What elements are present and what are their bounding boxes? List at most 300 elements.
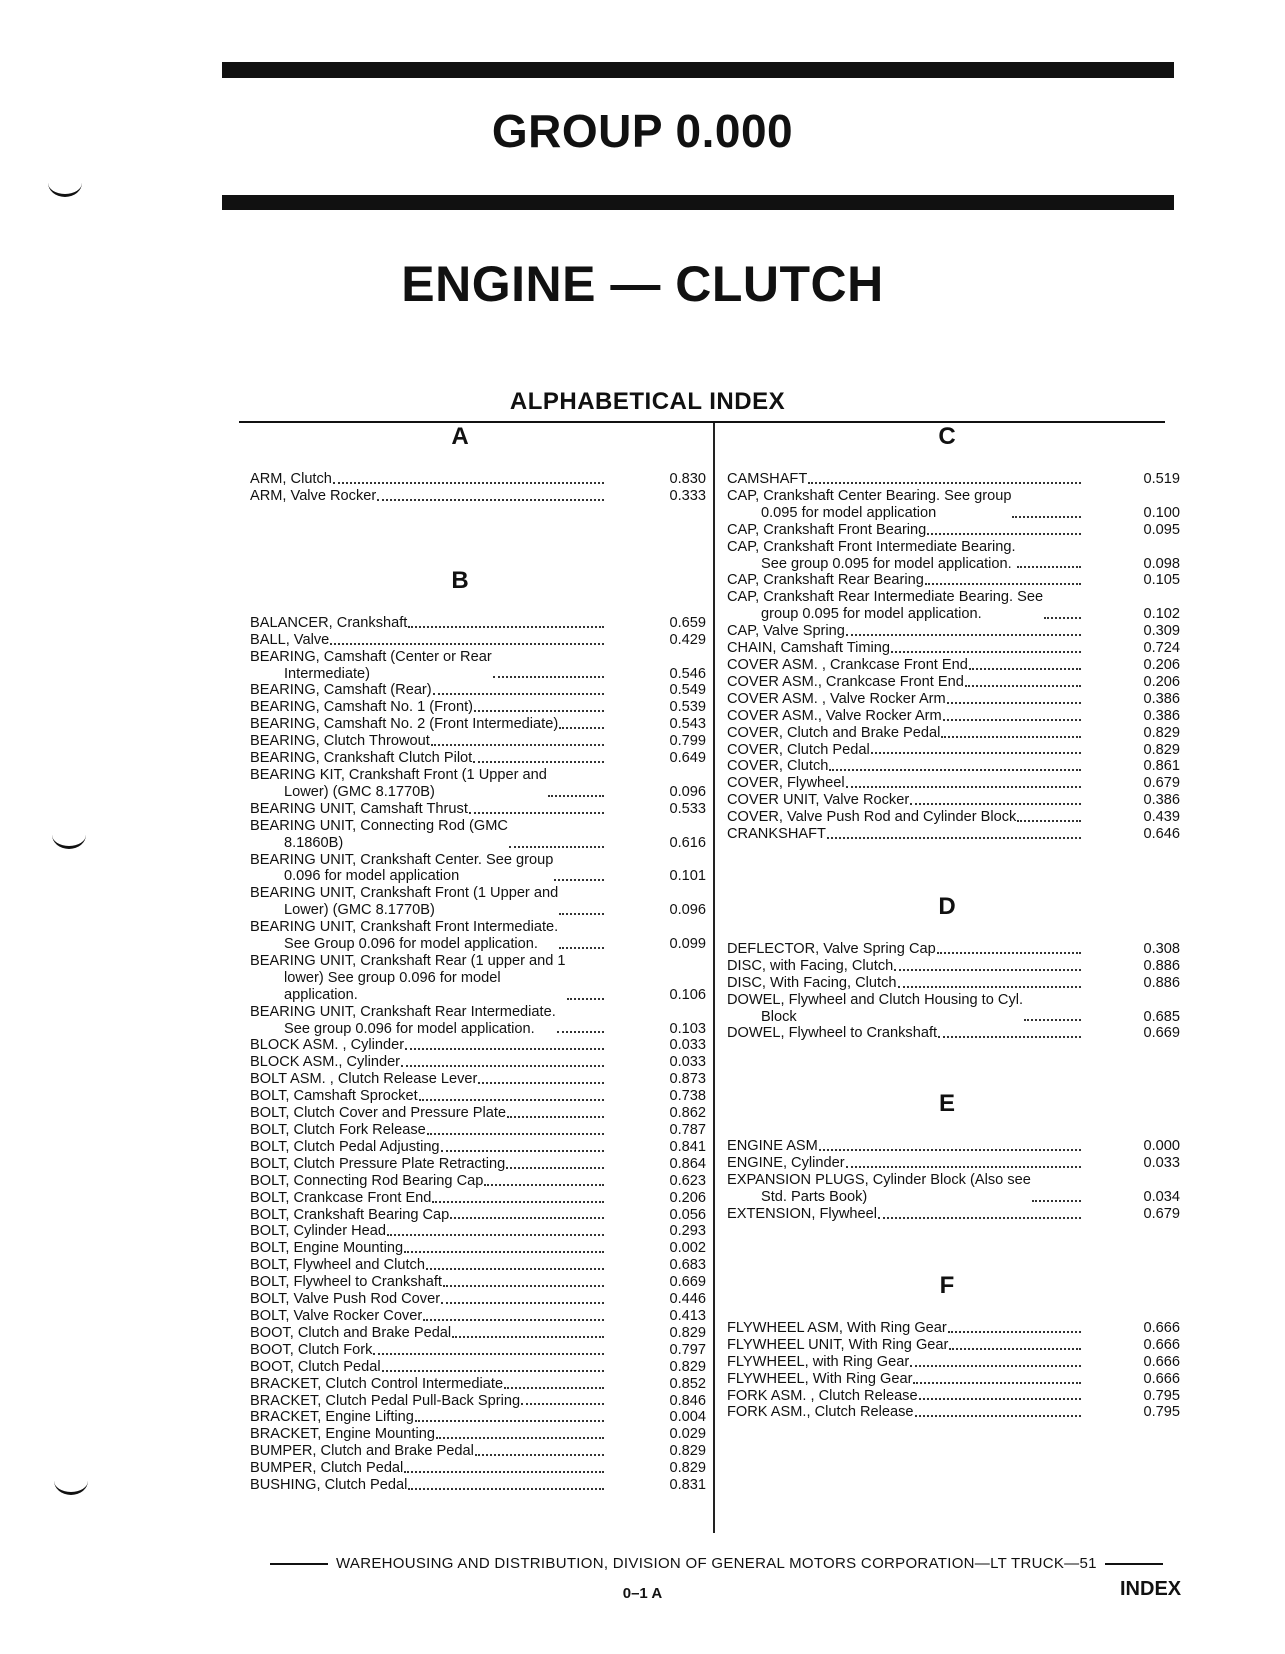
entry-line: BRACKET, Clutch Control Intermediate (250, 1375, 504, 1392)
index-entry (250, 1122, 706, 1139)
entry-text (727, 1354, 1083, 1371)
entry-lines (250, 1308, 422, 1325)
entry-lines (250, 1443, 474, 1460)
entry-lines (250, 852, 553, 886)
entry-lines (250, 801, 468, 818)
footer-text: WAREHOUSING AND DISTRIBUTION, DIVISION OF GENERAL MOTORS CORPORATION—LT TRUCK—51 (336, 1555, 1097, 1572)
entry-lines (727, 792, 909, 809)
entry-text (727, 1320, 1083, 1337)
entry-line: application. (284, 986, 358, 1003)
index-entry (250, 1342, 706, 1359)
entry-text (250, 699, 606, 716)
entry-text (727, 1404, 1083, 1421)
dot-leader (941, 736, 1081, 738)
dot-leader (559, 727, 604, 729)
entry-text (250, 1409, 606, 1426)
group-title: GROUP 0.000 (491, 105, 794, 157)
dot-leader (1032, 1200, 1081, 1202)
entry-lines (250, 1105, 506, 1122)
entry-text (250, 1325, 606, 1342)
index-entry (727, 992, 1180, 1026)
dot-leader (419, 1099, 604, 1101)
column-divider (713, 423, 715, 1533)
entry-page-ref: 0.033 (669, 1054, 706, 1071)
entry-line: BEARING UNIT, Crankshaft Rear Intermediate. (250, 1003, 556, 1020)
index-entry (727, 1206, 1180, 1223)
entry-line: BOOT, Clutch Pedal (250, 1358, 381, 1375)
entry-text (250, 488, 606, 505)
entry-lines (727, 1404, 914, 1421)
entry-text (727, 708, 1083, 725)
entry-page-ref: 0.831 (669, 1477, 706, 1494)
index-entry (250, 1139, 706, 1156)
entry-line: BEARING, Camshaft (Center or Rear (250, 648, 492, 665)
binder-hole-mark (48, 180, 82, 197)
entry-page-ref: 0.795 (1143, 1387, 1180, 1404)
dot-leader (808, 482, 1081, 484)
dot-leader (938, 1036, 1081, 1038)
index-entry (250, 1223, 706, 1240)
entry-text (250, 1190, 606, 1207)
entry-line: BEARING UNIT, Crankshaft Center. See group (250, 851, 554, 868)
entry-page-ref: 0.103 (669, 1020, 706, 1037)
dot-leader (927, 533, 1081, 535)
entry-page-ref: 0.724 (1143, 640, 1180, 657)
dot-leader (819, 1149, 1081, 1151)
entry-lines (250, 1240, 403, 1257)
index-entry (727, 1388, 1180, 1405)
dot-leader (475, 1454, 604, 1456)
index-entry (727, 539, 1180, 573)
page-title: ENGINE — CLUTCH (401, 256, 884, 312)
entry-page-ref: 0.100 (1143, 504, 1180, 521)
entry-lines (250, 1190, 431, 1207)
entry-page-ref: 0.386 (1143, 792, 1180, 809)
entry-lines (727, 539, 1016, 573)
entry-line: EXTENSION, Flywheel (727, 1206, 878, 1222)
dot-leader (925, 583, 1081, 585)
entry-page-ref: 0.099 (669, 936, 706, 953)
entry-page-ref: 0.679 (1143, 1206, 1180, 1222)
index-entry (250, 852, 706, 886)
dot-leader (473, 761, 604, 763)
entry-lines (250, 1054, 400, 1071)
entry-line: Lower) (GMC 8.1770B) (284, 783, 435, 800)
entry-lines (727, 1337, 948, 1354)
entry-text (250, 682, 606, 699)
index-entry (727, 1155, 1180, 1172)
entry-page-ref: 0.096 (669, 783, 706, 800)
entry-line: BEARING UNIT, Camshaft Thrust (250, 800, 468, 817)
entry-line: BEARING UNIT, Crankshaft Front Intermediate. (250, 919, 559, 936)
entry-page-ref: 0.787 (669, 1122, 706, 1138)
index-entry (727, 674, 1180, 691)
entry-line: BALANCER, Crankshaft (250, 614, 408, 631)
entry-line: CAP, Crankshaft Front Intermediate Bearing. (727, 538, 1016, 555)
entry-text (250, 1207, 606, 1224)
entry-line: ARM, Clutch (250, 471, 332, 487)
dot-leader (548, 795, 604, 797)
entry-page-ref: 0.666 (1143, 1319, 1180, 1336)
entry-text (250, 632, 606, 649)
entry-page-ref: 0.795 (1143, 1404, 1180, 1421)
entry-line: 0.095 for model application (761, 504, 937, 521)
entry-line: COVER ASM. , Valve Rocker Arm (727, 690, 946, 707)
entry-page-ref: 0.864 (669, 1155, 706, 1172)
index-entry (250, 1359, 706, 1376)
entry-page-ref: 0.543 (669, 716, 706, 733)
entry-page-ref: 0.841 (669, 1138, 706, 1155)
entry-page-ref: 0.829 (1143, 741, 1180, 758)
index-entry (727, 725, 1180, 742)
entry-page-ref: 0.649 (669, 750, 706, 767)
index-entry (727, 742, 1180, 759)
index-entry (250, 919, 706, 953)
entry-lines (250, 488, 376, 505)
entry-page-ref: 0.413 (669, 1307, 706, 1324)
dot-leader (509, 846, 604, 848)
entry-line: CAP, Crankshaft Rear Bearing (727, 572, 924, 589)
entry-page-ref: 0.105 (1143, 572, 1180, 589)
entry-line: CAP, Crankshaft Center Bearing. See group (727, 487, 1012, 504)
entry-lines (250, 818, 508, 852)
dot-leader (506, 1167, 604, 1169)
entry-text (727, 691, 1083, 708)
entry-lines (250, 1122, 426, 1139)
entry-text (727, 742, 1083, 759)
entry-line: ENGINE ASM (727, 1138, 818, 1155)
entry-line: BUSHING, Clutch Pedal (250, 1477, 408, 1494)
entry-lines (727, 1025, 937, 1042)
entry-line: Intermediate) (284, 665, 370, 682)
entry-text (727, 992, 1083, 1026)
entry-line: CAP, Valve Spring (727, 623, 845, 640)
dot-leader (426, 1268, 604, 1270)
index-entry (250, 1426, 706, 1443)
entry-line: See group 0.095 for model application. (761, 555, 1012, 572)
entry-text (250, 801, 606, 818)
section-letter: E (938, 1090, 955, 1118)
entry-lines (727, 958, 893, 975)
entry-page-ref: 0.206 (1143, 656, 1180, 673)
index-entry (250, 1376, 706, 1393)
entry-text (727, 1155, 1083, 1172)
entry-line: BOLT, Valve Push Rod Cover (250, 1291, 441, 1308)
top-rule (222, 62, 1174, 78)
entry-line: BOLT, Crankcase Front End (250, 1189, 432, 1206)
dot-leader (401, 1065, 604, 1067)
entry-lines (727, 640, 890, 657)
entry-line: BOLT, Cylinder Head (250, 1223, 386, 1240)
index-entry (727, 1138, 1180, 1155)
entry-line: BOOT, Clutch Fork (250, 1341, 373, 1358)
section-letter: C (938, 423, 956, 450)
index-entry (250, 1325, 706, 1342)
entry-page-ref: 0.308 (1143, 940, 1180, 957)
entry-text (250, 919, 606, 953)
entry-text (727, 640, 1083, 657)
entry-lines (250, 953, 566, 1004)
dot-leader (433, 693, 604, 695)
dot-leader (478, 1082, 604, 1084)
entry-page-ref: 0.669 (1143, 1025, 1180, 1042)
entry-text (250, 953, 606, 1004)
entry-text (727, 1025, 1083, 1042)
dot-leader (405, 1048, 604, 1050)
dot-leader (1024, 1019, 1081, 1021)
entry-lines (727, 1354, 909, 1371)
entry-page-ref: 0.886 (1143, 957, 1180, 974)
entry-text (727, 1371, 1083, 1388)
entry-lines (727, 623, 845, 640)
entry-line: BOLT, Crankshaft Bearing Cap (250, 1206, 450, 1223)
entry-page-ref: 0.829 (669, 1358, 706, 1375)
entry-text (727, 1172, 1083, 1206)
entry-lines (727, 488, 1011, 522)
entry-text (250, 885, 606, 919)
index-label: INDEX (1120, 1578, 1182, 1600)
dot-leader (443, 1285, 604, 1287)
dot-leader (846, 786, 1081, 788)
binder-hole-mark (54, 1478, 88, 1495)
entry-text (250, 1376, 606, 1393)
entry-lines (250, 1139, 440, 1156)
entry-line: BEARING, Camshaft No. 2 (Front Intermediate) (250, 716, 559, 733)
entry-line: BOLT, Camshaft Sprocket (250, 1088, 418, 1105)
index-entry (727, 975, 1180, 992)
entry-text (727, 1138, 1083, 1155)
index-entry (250, 488, 706, 505)
entry-line: BOOT, Clutch and Brake Pedal (250, 1324, 452, 1341)
entry-lines (727, 1138, 818, 1155)
dot-leader (408, 626, 604, 628)
index-entry (727, 488, 1180, 522)
entry-page-ref: 0.000 (1143, 1138, 1180, 1155)
dot-leader (377, 499, 604, 501)
entry-line: CRANKSHAFT (727, 826, 826, 843)
entry-page-ref: 0.446 (669, 1291, 706, 1308)
entry-page-ref: 0.666 (1143, 1370, 1180, 1387)
index-entry (250, 1173, 706, 1190)
index-entry (727, 1404, 1180, 1421)
entry-text (727, 657, 1083, 674)
dot-leader (949, 1348, 1081, 1350)
index-entry (250, 1409, 706, 1426)
index-entry (727, 471, 1180, 488)
dot-leader (557, 1031, 604, 1033)
entry-text (250, 615, 606, 632)
dot-leader (484, 1184, 604, 1186)
entry-text (250, 1342, 606, 1359)
entry-text (727, 958, 1083, 975)
entry-lines (727, 975, 897, 992)
entry-lines (727, 941, 936, 958)
entry-line: BEARING, Crankshaft Clutch Pilot (250, 750, 473, 767)
entry-page-ref: 0.799 (669, 733, 706, 750)
section-letter: D (938, 892, 956, 920)
dot-leader (330, 643, 604, 645)
entry-line: FLYWHEEL, with Ring Gear (727, 1353, 910, 1370)
dot-leader (408, 1488, 604, 1490)
dot-leader (559, 913, 604, 915)
entry-lines (250, 682, 432, 699)
entry-page-ref: 0.623 (669, 1172, 706, 1189)
entry-line: BUMPER, Clutch Pedal (250, 1460, 404, 1477)
index-entry (250, 1308, 706, 1325)
entry-page-ref: 0.004 (669, 1409, 706, 1426)
entry-text (727, 1337, 1083, 1354)
entry-line: BUMPER, Clutch and Brake Pedal (250, 1443, 474, 1460)
dot-leader (898, 986, 1082, 988)
dot-leader (432, 1201, 604, 1203)
entry-line: Block (761, 1008, 797, 1025)
entry-line: ARM, Valve Rocker (250, 487, 377, 504)
entry-text (727, 941, 1083, 958)
entry-line: BEARING, Clutch Throwout (250, 733, 430, 750)
entry-line: BEARING, Camshaft (Rear) (250, 682, 432, 699)
entry-page-ref: 0.293 (669, 1223, 706, 1240)
entry-page-ref: 0.685 (1143, 1008, 1180, 1025)
dot-leader (910, 803, 1081, 805)
entry-page-ref: 0.002 (669, 1240, 706, 1257)
entry-text (250, 1037, 606, 1054)
dot-leader (404, 1471, 604, 1473)
entry-page-ref: 0.056 (669, 1206, 706, 1223)
entry-line: lower) See group 0.096 for model (284, 969, 501, 986)
entry-text (250, 1393, 606, 1410)
entry-lines (727, 742, 870, 759)
index-entry (250, 767, 706, 801)
entry-text (250, 1173, 606, 1190)
index-entry (250, 1240, 706, 1257)
entry-page-ref: 0.519 (1143, 471, 1180, 487)
section-letter: B (451, 566, 469, 594)
index-entry (250, 953, 706, 1004)
entry-lines (250, 471, 332, 488)
entry-text (250, 1240, 606, 1257)
entry-line: FLYWHEEL, With Ring Gear (727, 1370, 913, 1387)
entry-text (727, 975, 1083, 992)
entry-line: BOLT, Connecting Rod Bearing Cap (250, 1172, 484, 1189)
entry-lines (250, 1257, 425, 1274)
entry-line: COVER ASM., Valve Rocker Arm (727, 707, 942, 724)
entry-line: EXPANSION PLUGS, Cylinder Block (Also see (727, 1172, 1031, 1189)
entry-lines (727, 572, 924, 589)
index-entry (250, 750, 706, 767)
dot-leader (387, 1234, 604, 1236)
entry-text (727, 589, 1083, 623)
index-entry (727, 809, 1180, 826)
dot-leader (436, 1437, 604, 1439)
entry-text (250, 1359, 606, 1376)
entry-lines (250, 1274, 442, 1291)
entry-lines (250, 615, 407, 632)
entry-line: COVER ASM. , Crankcase Front End (727, 656, 968, 673)
entry-text (250, 852, 606, 886)
entry-page-ref: 0.683 (669, 1257, 706, 1274)
index-entry (727, 1172, 1180, 1206)
entry-page-ref: 0.386 (1143, 707, 1180, 724)
entry-line: CAP, Crankshaft Rear Intermediate Bearing. See (727, 589, 1044, 606)
entry-text (250, 1257, 606, 1274)
entry-line: BOLT, Clutch Cover and Pressure Plate (250, 1105, 507, 1122)
entry-line: DOWEL, Flywheel to Crankshaft (727, 1025, 938, 1042)
entry-lines (250, 1291, 440, 1308)
index-entry (727, 623, 1180, 640)
entry-text (727, 775, 1083, 792)
entry-line: See group 0.096 for model application. (284, 1020, 535, 1037)
page-number: 0–1 A (622, 1585, 663, 1602)
entry-lines (250, 1207, 449, 1224)
dot-leader (469, 812, 604, 814)
index-entry (250, 1443, 706, 1460)
index-entry (727, 522, 1180, 539)
index-entry (250, 1257, 706, 1274)
entry-page-ref: 0.439 (1143, 809, 1180, 826)
section-letter: A (451, 423, 469, 450)
dot-leader (871, 752, 1081, 754)
entry-page-ref: 0.659 (669, 614, 706, 631)
index-entry (727, 572, 1180, 589)
entry-line: BOLT, Clutch Pressure Plate Retracting (250, 1155, 506, 1172)
entry-lines (727, 522, 926, 539)
entry-lines (727, 725, 940, 742)
entry-page-ref: 0.829 (669, 1443, 706, 1460)
entry-lines (250, 632, 329, 649)
dot-leader (423, 1319, 604, 1321)
dot-leader (441, 1302, 604, 1304)
entry-text (250, 1139, 606, 1156)
footer-dash-right (1105, 1563, 1163, 1565)
entry-page-ref: 0.386 (1143, 690, 1180, 707)
entry-page-ref: 0.106 (669, 986, 706, 1003)
entry-lines (250, 885, 558, 919)
entry-text (250, 1426, 606, 1443)
entry-page-ref: 0.533 (669, 800, 706, 817)
entry-line: BEARING UNIT, Connecting Rod (GMC (250, 817, 508, 834)
entry-lines (727, 826, 826, 843)
entry-page-ref: 0.862 (669, 1105, 706, 1122)
index-entry (727, 1354, 1180, 1371)
index-entry (727, 1371, 1180, 1388)
dot-leader (404, 1251, 604, 1253)
index-entry (727, 1320, 1180, 1337)
index-entry (727, 657, 1180, 674)
dot-leader (507, 1116, 604, 1118)
entry-page-ref: 0.873 (669, 1071, 706, 1088)
index-entry (727, 1025, 1180, 1042)
index-entry (250, 733, 706, 750)
entry-text (250, 750, 606, 767)
entry-lines (250, 1071, 477, 1088)
entry-text (250, 1088, 606, 1105)
index-entry (250, 1207, 706, 1224)
entry-line: See Group 0.096 for model application. (284, 936, 538, 953)
entry-text (250, 767, 606, 801)
dot-leader (1017, 566, 1081, 568)
index-entry (250, 1291, 706, 1308)
dot-leader (1017, 820, 1081, 822)
entry-lines (250, 750, 472, 767)
entry-line: Std. Parts Book) (761, 1189, 868, 1206)
index-entry (250, 1156, 706, 1173)
entry-line: COVER, Flywheel (727, 775, 845, 792)
entry-lines (250, 1359, 381, 1376)
entry-line: BRACKET, Engine Lifting (250, 1409, 414, 1426)
dot-leader (431, 744, 604, 746)
entry-line: BALL, Valve (250, 631, 330, 648)
index-entry (250, 471, 706, 488)
